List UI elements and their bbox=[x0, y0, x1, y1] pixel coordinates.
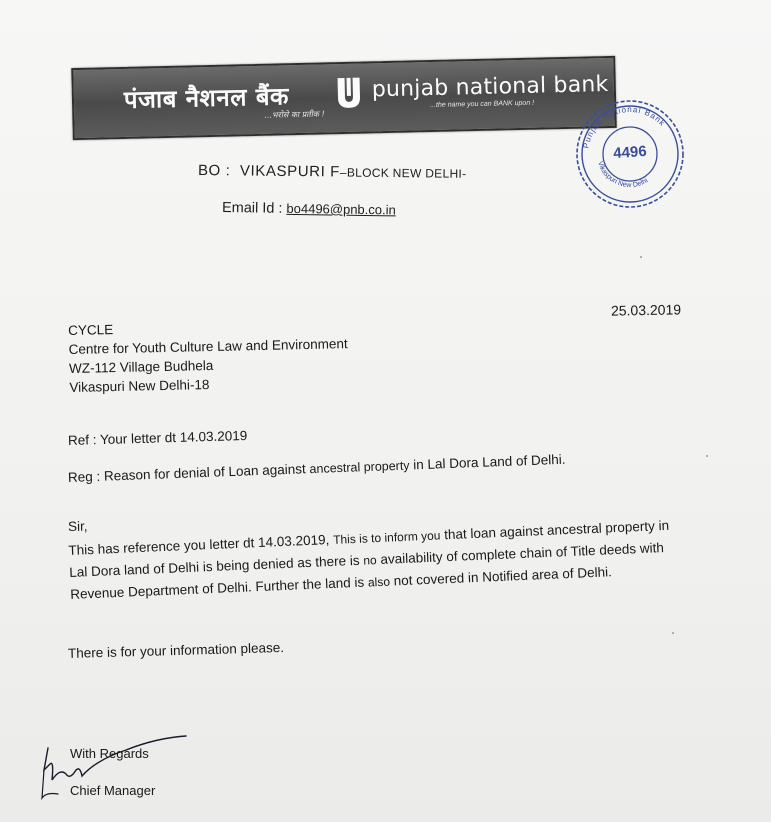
bank-name-english: punjab national bank bbox=[371, 72, 609, 103]
letter-body bbox=[68, 513, 710, 606]
recipient-line: WZ-112 Village Budhela bbox=[68, 357, 214, 376]
body-line-3: Revenue Department of Delhi. Further the land is also not covered in Notified area of Delhi. bbox=[69, 564, 613, 602]
stamp-branch-number: 4496 bbox=[612, 142, 648, 163]
body-line-1: This has reference you letter dt 14.03.2019, This is to inform you that loan against ancestral property in bbox=[68, 517, 670, 558]
subject-part: ancestral property bbox=[309, 458, 410, 477]
subject-part: Reg : Reason for denial of Loan against bbox=[67, 461, 310, 485]
signatory-designation: Chief Manager bbox=[70, 783, 156, 798]
email-line bbox=[222, 200, 396, 218]
letter-date: 25.03.2019 bbox=[610, 301, 682, 319]
closing-info: There is for your information please. bbox=[67, 639, 285, 661]
branch-name: VIKASPURI F bbox=[239, 162, 341, 181]
reference-line: Ref : Your letter dt 14.03.2019 bbox=[67, 427, 248, 448]
signature-icon bbox=[36, 730, 196, 810]
bank-tagline-english: ...the name you can BANK upon ! bbox=[430, 99, 535, 110]
svg-text:Vikaspuri New Delhi bbox=[596, 161, 650, 189]
bank-tagline-hindi: ...भरोसे का प्रतीक ! bbox=[264, 109, 325, 120]
salutation: Sir, bbox=[67, 518, 88, 534]
recipient-line: Vikaspuri New Delhi-18 bbox=[69, 377, 210, 395]
paper-speck bbox=[640, 256, 642, 258]
bank-name-hindi: पंजाब नैशनल बैंक bbox=[123, 82, 290, 114]
branch-name-suffix: –BLOCK NEW DELHI- bbox=[339, 165, 467, 181]
subject-part: in Lal Dora Land of Delhi. bbox=[409, 451, 566, 473]
recipient-line: Centre for Youth Culture Law and Environment bbox=[68, 336, 348, 357]
body-line-2: Lal Dora land of Delhi is being denied as there is no availability of complete chain of Title deeds with bbox=[69, 540, 665, 580]
paper-speck bbox=[672, 632, 674, 634]
recipient-line: CYCLE bbox=[68, 322, 114, 338]
branch-line bbox=[198, 162, 467, 182]
stamp-inner-text: Vikaspuri New Delhi bbox=[596, 160, 650, 190]
letterhead-banner bbox=[71, 56, 616, 140]
stamp-ring-text: Punjab National Bank bbox=[581, 104, 668, 150]
branch-prefix: BO : bbox=[197, 162, 231, 180]
recipient-address bbox=[68, 314, 390, 397]
email-label: Email Id : bbox=[221, 200, 283, 217]
subject-line bbox=[68, 452, 566, 485]
email-address: bo4496@pnb.co.in bbox=[286, 200, 396, 218]
pnb-logo-icon bbox=[336, 76, 363, 111]
closing-regards: With Regards bbox=[70, 746, 149, 761]
paper-speck bbox=[706, 455, 708, 457]
